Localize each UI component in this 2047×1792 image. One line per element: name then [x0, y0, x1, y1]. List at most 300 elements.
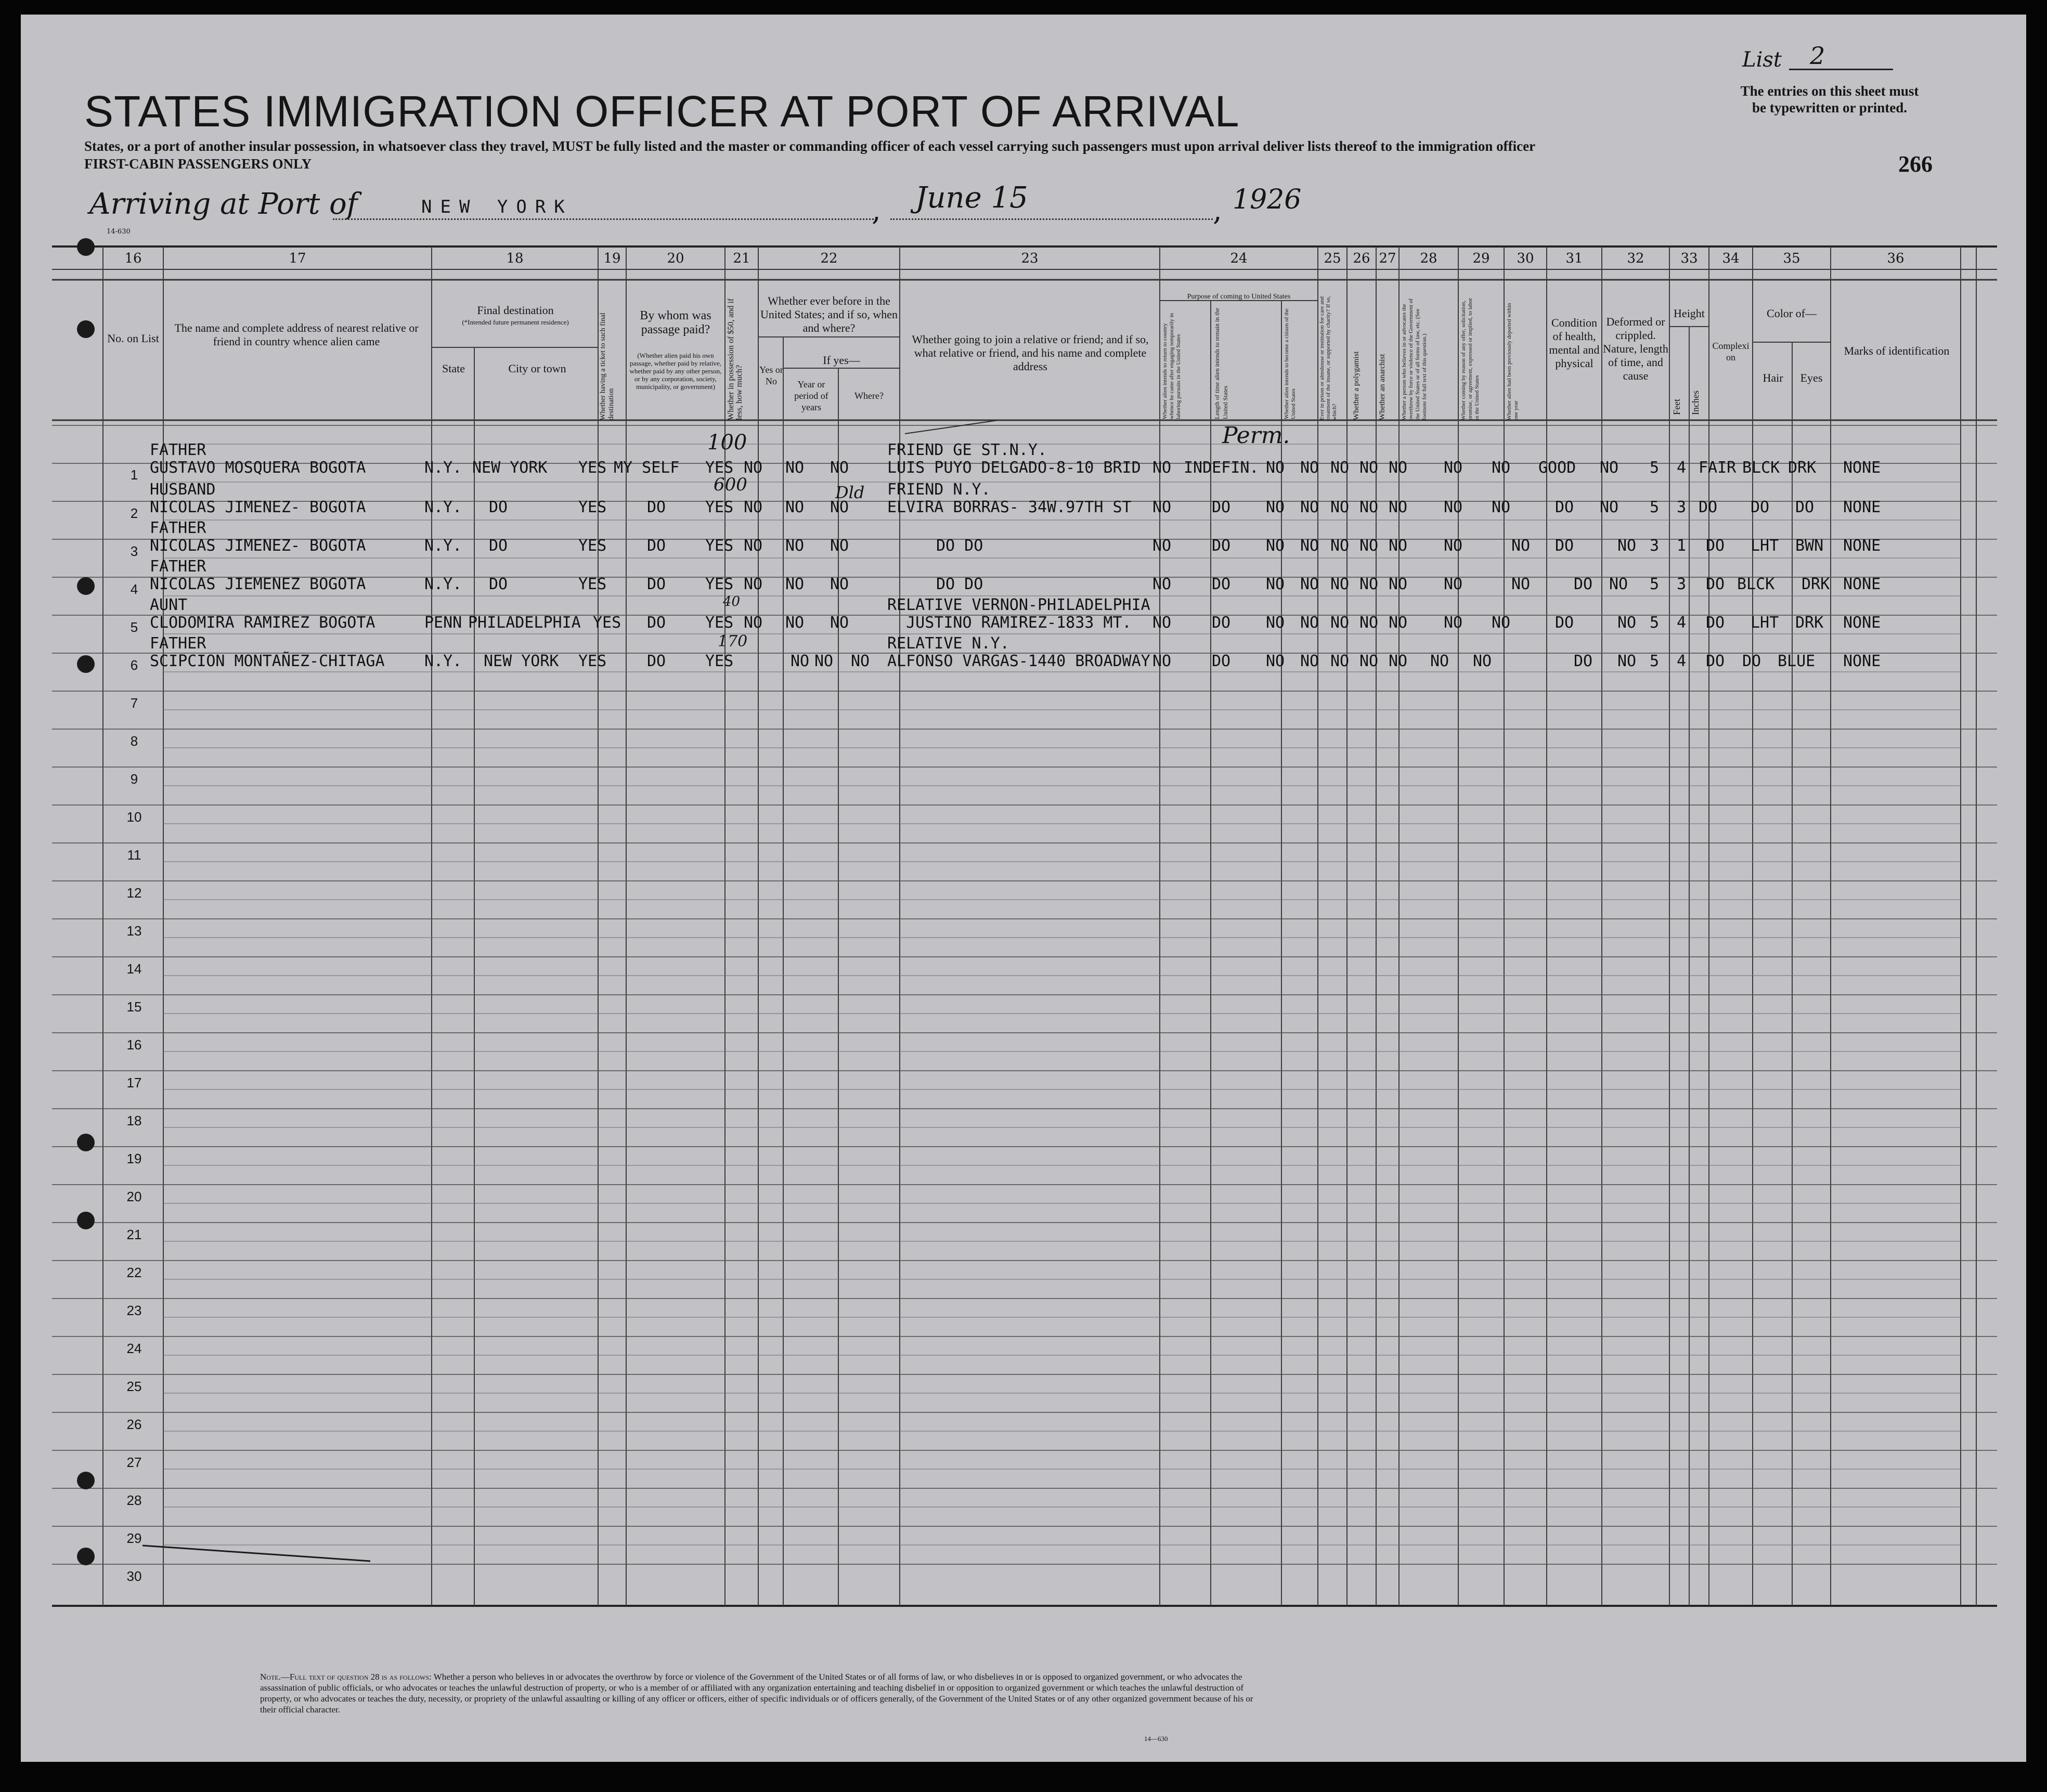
row-6-ever-before: NO	[791, 652, 810, 670]
row-3-deported: NO	[1511, 537, 1531, 555]
binder-hole	[77, 1212, 95, 1229]
row-3-marks: NONE	[1843, 537, 1881, 555]
row-5-labor-offer: NO	[1444, 614, 1463, 632]
row-4-eyes: DRK	[1802, 575, 1830, 593]
row-1-polygamist: NO	[1330, 459, 1350, 477]
hdr-where: Where?	[854, 391, 884, 401]
row-4-where: NO	[830, 575, 849, 593]
hdr-intends-return: Whether alien intends to return to country whence he came after engaging temporarily in laboring pursuits in the United States	[1162, 313, 1182, 419]
row-number: 11	[127, 847, 141, 863]
row-4-intends-return: NO	[1152, 575, 1172, 593]
row-6-where: NO	[851, 652, 870, 670]
footnote	[260, 1671, 1253, 1715]
row-2-join-line-2: ELVIRA BORRAS- 34W.97TH ST	[887, 498, 1132, 516]
row-1-relationship: FATHER	[150, 441, 206, 459]
row-6-anarchist: NO	[1359, 652, 1379, 670]
hdr-deformed: Deformed or crippled. Nature, length of time, and cause	[1603, 315, 1668, 382]
row-6-polygamist: NO	[1330, 652, 1350, 670]
row-5-length-stay: DO	[1212, 614, 1231, 632]
row-6-money: YES	[705, 652, 734, 670]
row-6-health: DO	[1574, 652, 1593, 670]
row-number: 15	[126, 999, 142, 1015]
colnum-24: 24	[1230, 251, 1248, 266]
row-3-relationship: FATHER	[150, 519, 206, 537]
row-6-eyes: BLUE	[1778, 652, 1816, 670]
row-number: 8	[130, 733, 138, 749]
row-2-money: YES	[705, 498, 734, 516]
row-4-relationship: FATHER	[150, 557, 206, 576]
row-2-anarchist: NO	[1359, 498, 1379, 516]
row-5-polygamist: NO	[1330, 614, 1350, 632]
row-3-polygamist: NO	[1330, 537, 1350, 555]
row-5-marks: NONE	[1843, 614, 1881, 632]
row-5-deported: NO	[1492, 614, 1511, 632]
row-6-intends-return: NO	[1152, 652, 1172, 670]
row-4-years: NO	[785, 575, 805, 593]
footnote-label: Note.—Full text of question 28 is as follows:	[260, 1672, 432, 1682]
row-4-deformed: NO	[1609, 575, 1628, 593]
row-3-overthrow: NO	[1389, 537, 1408, 555]
row-4-feet: 5	[1650, 575, 1660, 593]
comma-2: ,	[1213, 193, 1222, 227]
row-1-intends-citizen: NO	[1266, 459, 1285, 477]
row-6-inches: 4	[1677, 652, 1687, 670]
row-2-intends-return: NO	[1152, 498, 1172, 516]
row-5-health: DO	[1555, 614, 1574, 632]
footnote-line-2: or who disbelieves in or is opposed to organized government, or who advocates the assassination of public officials, or who advocates or teaches the unlawful destruction of property, or who is a member	[260, 1672, 1242, 1693]
hdr-polygamist: Whether a polygamist	[1352, 351, 1361, 420]
row-number: 13	[126, 923, 142, 939]
date-line	[890, 218, 1213, 220]
row-2-relationship: HUSBAND	[150, 481, 216, 499]
binder-hole	[77, 1548, 95, 1565]
comma-1: ,	[872, 193, 881, 227]
row-4-join-line-2: DO DO	[936, 575, 983, 593]
row-number: 18	[126, 1113, 142, 1128]
row-5-ticket: YES	[593, 614, 621, 632]
ruled-grid	[21, 15, 2026, 1762]
colnum-31: 31	[1565, 251, 1583, 266]
row-6-deported: NO	[1473, 652, 1492, 670]
row-number: 4	[130, 581, 138, 597]
row-6-ticket: YES	[578, 652, 607, 670]
row-6-marks: NONE	[1843, 652, 1881, 670]
row-number: 6	[130, 657, 138, 673]
row-3-length-stay: DO	[1212, 537, 1231, 555]
binder-hole	[77, 577, 95, 595]
colnum-34: 34	[1722, 251, 1740, 266]
row-6-deformed: NO	[1617, 652, 1637, 670]
row-number: 21	[126, 1227, 142, 1242]
row-1-length-stay: INDEFIN.	[1184, 459, 1259, 477]
row-3-intends-return: NO	[1152, 537, 1172, 555]
colnum-20: 20	[667, 251, 684, 266]
hdr-marks: Marks of identification	[1844, 344, 1950, 357]
sheet-number: 266	[1898, 151, 1933, 177]
row-5-inches: 4	[1677, 614, 1687, 632]
row-5-paid-by: DO	[647, 614, 666, 632]
colnum-29: 29	[1472, 251, 1490, 266]
row-3-where: NO	[830, 537, 849, 555]
row-5-prison: NO	[1300, 614, 1319, 632]
row-4-ever-before: NO	[744, 575, 763, 593]
row-3-intends-citizen: NO	[1266, 537, 1285, 555]
row-5-money: YES	[705, 614, 734, 632]
hdr-eyes: Eyes	[1800, 371, 1823, 384]
row-2-ever-before: NO	[744, 498, 763, 516]
row-1-health: GOOD	[1538, 459, 1576, 477]
year-value: 1926	[1233, 184, 1302, 215]
row-number: 7	[130, 695, 138, 711]
row-6-relative-name: SCIPCION MONTAÑEZ-CHITAGA	[150, 652, 385, 670]
hdr-feet: Feet	[1672, 399, 1682, 415]
row-number: 19	[126, 1151, 142, 1166]
row-1-feet: 5	[1650, 459, 1660, 477]
row-2-labor-offer: NO	[1444, 498, 1463, 516]
form-number-top: 14-630	[107, 228, 131, 236]
hdr-deported: Whether alien had been previously deported within one year	[1506, 303, 1519, 420]
row-2-marks: NONE	[1843, 498, 1881, 516]
hdr-years: Year or period of years	[794, 379, 828, 412]
handwritten-amount-5: 40	[723, 594, 741, 609]
row-number: 1	[130, 467, 138, 483]
row-3-state: N.Y.	[424, 537, 462, 555]
row-2-where: NO	[830, 498, 849, 516]
row-6-labor-offer: NO	[1430, 652, 1449, 670]
row-2-deformed: NO	[1600, 498, 1619, 516]
row-6-years: NO	[814, 652, 834, 670]
row-3-health: DO	[1555, 537, 1574, 555]
hdr-height: Height	[1674, 307, 1705, 320]
row-6-intends-citizen: NO	[1266, 652, 1285, 670]
row-4-city: DO	[489, 575, 508, 593]
hdr-yes-no: Yes or No	[759, 365, 783, 386]
row-4-length-stay: DO	[1212, 575, 1231, 593]
row-1-inches: 4	[1677, 459, 1687, 477]
row-4-overthrow: NO	[1389, 575, 1408, 593]
row-3-labor-offer: NO	[1444, 537, 1463, 555]
row-6-state: N.Y.	[424, 652, 462, 670]
row-1-ticket: YES	[578, 459, 607, 477]
hdr-state: State	[442, 362, 465, 375]
hdr-no-on-list: No. on List	[107, 332, 159, 345]
row-1-money: YES	[705, 459, 734, 477]
row-3-city: DO	[489, 537, 508, 555]
row-4-health: DO	[1574, 575, 1593, 593]
colnum-35: 35	[1783, 251, 1800, 266]
row-4-marks: NONE	[1843, 575, 1881, 593]
page-title: STATES IMMIGRATION OFFICER AT PORT OF ARRIVAL	[84, 87, 1240, 136]
row-number: 14	[126, 961, 142, 977]
binder-hole	[77, 1134, 95, 1151]
handwritten-amount-1: 100	[707, 431, 747, 455]
row-2-intends-citizen: NO	[1266, 498, 1285, 516]
row-1-complexion: FAIR	[1699, 459, 1737, 477]
row-2-feet: 5	[1650, 498, 1660, 516]
row-number: 9	[130, 771, 138, 787]
row-2-inches: 3	[1677, 498, 1687, 516]
row-4-hair: BLCK	[1737, 575, 1775, 593]
row-5-anarchist: NO	[1359, 614, 1379, 632]
hdr-ever-before: Whether ever before in the United States; and if so, when and where?	[760, 294, 898, 334]
row-number: 10	[126, 809, 142, 825]
row-5-hair: LHT	[1751, 614, 1779, 632]
row-number: 22	[126, 1265, 142, 1280]
handwritten-amount-6: 170	[718, 632, 748, 651]
row-6-complexion: DO	[1706, 652, 1725, 670]
handwritten-perm-note: Perm.	[1222, 422, 1290, 449]
cancel-stroke	[142, 1546, 370, 1561]
row-5-relative-name: CLODOMIRA RAMIREZ BOGOTA	[150, 614, 375, 632]
entries-note-1: The entries on this sheet must	[1740, 83, 1919, 99]
hdr-color-of: Color of—	[1767, 307, 1817, 320]
row-1-years: NO	[785, 459, 805, 477]
hdr-ticket: Whether having a ticket to such final destination	[599, 313, 615, 420]
footnote-line-4: the duty, necessity, or propriety of the unlawful assaulting or killing of any officer or officers, either of specific individuals or of officers generally, of the Government of the United States or of any	[395, 1694, 1090, 1704]
row-number: 25	[126, 1379, 142, 1394]
hdr-prison: Ever in prison or almshouse or institution for care and treatment of the insane, or supported by charity? If so, which?	[1319, 296, 1338, 420]
hdr-complexion: Complexion	[1712, 341, 1750, 362]
instruction-line: States, or a port of another insular possession, in whatsoever class they travel, MUST be fully listed and the master or commanding officer of each vessel carrying such passengers must upon arrival deliver lists thereof to the immigration officer	[84, 138, 1536, 154]
row-3-money: YES	[705, 537, 734, 555]
row-1-join-line-1: FRIEND GE ST.N.Y.	[887, 441, 1047, 459]
row-5-state: PENN	[424, 614, 462, 632]
row-5-ever-before: NO	[744, 614, 763, 632]
footnote-line-3: of or affiliated with any organization entertaining and teaching disbelief in or opposition to organized government or which teaches the unlawful destruction of property, or who advocates or teaches	[260, 1683, 1244, 1704]
row-6-join-line-2: ALFONSO VARGAS-1440 BROADWAY	[887, 652, 1150, 670]
handwritten-amount-2: 600	[714, 474, 747, 495]
row-4-prison: NO	[1300, 575, 1319, 593]
row-number: 23	[126, 1303, 142, 1318]
row-1-deformed: NO	[1600, 459, 1619, 477]
pencil-tick	[905, 420, 999, 434]
row-1-marks: NONE	[1843, 459, 1881, 477]
hdr-final-destination-sub: (*Intended future permanent residence)	[462, 318, 569, 326]
list-number: 2	[1810, 42, 1825, 70]
row-3-relative-name: NICOLAS JIMENEZ- BOGOTA	[150, 537, 366, 555]
colnum-16: 16	[124, 251, 142, 266]
row-2-join-line-1: FRIEND N.Y.	[887, 481, 991, 499]
row-3-eyes: BWN	[1795, 537, 1824, 555]
row-number: 3	[130, 543, 138, 559]
row-1-overthrow: NO	[1389, 459, 1408, 477]
footnote-line-1: Whether a person who believes in or advocates the overthrow by force or violence of the Government of the United States or of all forms of law,	[433, 1672, 945, 1682]
row-5-join-line-1: RELATIVE VERNON-PHILADELPHIA	[887, 596, 1150, 614]
row-4-ticket: YES	[578, 575, 607, 593]
colnum-22: 22	[820, 251, 838, 266]
colnum-30: 30	[1517, 251, 1534, 266]
row-5-deformed: NO	[1617, 614, 1637, 632]
row-2-city: DO	[489, 498, 508, 516]
row-2-complexion: DO	[1699, 498, 1718, 516]
row-2-state: N.Y.	[424, 498, 462, 516]
row-1-deported: NO	[1492, 459, 1511, 477]
row-3-paid-by: DO	[647, 537, 666, 555]
hdr-labor-offer: Whether coming by reason of any offer, solicitation, promise, or agreement, expressed or implied, to labor in the United States	[1460, 297, 1480, 420]
row-4-inches: 3	[1677, 575, 1687, 593]
hdr-passage-paid-sub: (Whether alien paid his own passage, whether paid by relative, whether paid by any other person, or by any corporation, society, municipality, or government)	[629, 352, 722, 391]
hdr-join-relative: Whether going to join a relative or friend; and if so, what relative or friend, and his name and complete address	[912, 333, 1149, 373]
row-5-years: NO	[785, 614, 805, 632]
entries-note-2: be typewritten or printed.	[1752, 100, 1907, 115]
colnum-32: 32	[1627, 251, 1644, 266]
colnum-33: 33	[1680, 251, 1698, 266]
hdr-length-stay: Length of time alien intends to remain in the United States	[1213, 308, 1229, 419]
row-1-hair: BLCK	[1742, 459, 1780, 477]
colnum-18: 18	[506, 251, 524, 266]
row-number: 2	[130, 505, 138, 521]
class-line: FIRST-CABIN PASSENGERS ONLY	[84, 156, 312, 172]
row-number: 12	[126, 885, 142, 901]
row-1-state: N.Y.	[424, 459, 462, 477]
port-line	[333, 218, 874, 220]
row-2-prison: NO	[1300, 498, 1319, 516]
colnum-21: 21	[733, 251, 750, 266]
row-5-eyes: DRK	[1795, 614, 1824, 632]
row-4-paid-by: DO	[647, 575, 666, 593]
binder-hole	[77, 238, 95, 256]
row-number: 28	[126, 1492, 142, 1508]
row-5-join-line-2: JUSTINO RAMIREZ-1833 MT.	[887, 614, 1132, 632]
row-5-intends-citizen: NO	[1266, 614, 1285, 632]
row-6-prison: NO	[1300, 652, 1319, 670]
row-6-city: NEW YORK	[484, 652, 559, 670]
footnote-line-5: other organized government because of his or their official character.	[260, 1694, 1253, 1715]
row-1-paid-by: MY SELF	[614, 459, 680, 477]
row-5-intends-return: NO	[1152, 614, 1172, 632]
row-2-deported: NO	[1492, 498, 1511, 516]
hdr-health: Condition of health, mental and physical	[1549, 316, 1600, 370]
manifest-sheet	[21, 15, 2026, 1762]
row-1-labor-offer: NO	[1444, 459, 1463, 477]
row-number: 30	[126, 1568, 142, 1584]
colnum-28: 28	[1420, 251, 1437, 266]
row-1-ever-before: NO	[744, 459, 763, 477]
colnum-26: 26	[1353, 251, 1370, 266]
row-5-where: NO	[830, 614, 849, 632]
row-number: 20	[126, 1189, 142, 1204]
row-1-intends-return: NO	[1152, 459, 1172, 477]
binder-hole	[77, 320, 95, 338]
row-number: 26	[126, 1417, 142, 1432]
hdr-anarchist: Whether an anarchist	[1378, 354, 1387, 420]
row-6-length-stay: DO	[1212, 652, 1231, 670]
row-5-relationship: AUNT	[150, 596, 188, 614]
row-3-ever-before: NO	[744, 537, 763, 555]
hdr-final-destination: Final destination	[477, 304, 554, 317]
row-4-state: N.Y.	[424, 575, 462, 593]
colnum-25: 25	[1324, 251, 1341, 266]
row-1-where: NO	[830, 459, 849, 477]
footnote-form-number: 14—630	[1144, 1735, 1168, 1743]
arriving-label: Arriving at Port of	[89, 187, 358, 221]
row-6-join-line-1: RELATIVE N.Y.	[887, 634, 1009, 653]
row-3-feet: 3	[1650, 537, 1660, 555]
row-2-relative-name: NICOLAS JIMENEZ- BOGOTA	[150, 498, 366, 516]
row-number: 27	[126, 1455, 142, 1470]
row-6-overthrow: NO	[1389, 652, 1408, 670]
row-6-hair: DO	[1742, 652, 1761, 670]
row-3-complexion: DO	[1706, 537, 1725, 555]
row-number: 17	[126, 1075, 142, 1090]
hdr-passage-paid: By whom was passage paid?	[640, 309, 711, 336]
row-number: 16	[126, 1037, 142, 1053]
row-2-ticket: YES	[578, 498, 607, 516]
row-3-join-line-2: DO DO	[936, 537, 983, 555]
hdr-intends-citizen: Whether alien intends to become a citizen of the United States	[1284, 308, 1297, 419]
binder-hole	[77, 655, 95, 673]
row-4-anarchist: NO	[1359, 575, 1379, 593]
row-2-years: NO	[785, 498, 805, 516]
row-1-anarchist: NO	[1359, 459, 1379, 477]
colnum-17: 17	[289, 251, 306, 266]
row-6-paid-by: DO	[647, 652, 666, 670]
row-number: 5	[130, 619, 138, 635]
hdr-nearest-relative: The name and complete address of nearest relative or friend in country whence alien came	[174, 321, 419, 348]
row-4-intends-citizen: NO	[1266, 575, 1285, 593]
row-6-feet: 5	[1650, 652, 1660, 670]
hdr-fifty-dollars: Whether in possession of $50, and if less, how much?	[727, 298, 744, 420]
list-label: List	[1742, 48, 1782, 72]
hdr-city: City or town	[508, 362, 566, 375]
hdr-if-yes: If yes—	[823, 354, 860, 367]
row-5-feet: 5	[1650, 614, 1660, 632]
row-2-health: DO	[1555, 498, 1574, 516]
row-2-length-stay: DO	[1212, 498, 1231, 516]
date-value: June 15	[915, 181, 1028, 215]
row-2-eyes: DO	[1795, 498, 1815, 516]
row-4-relative-name: NICOLAS JIEMENEZ BOGOTA	[150, 575, 366, 593]
row-3-hair: LHT	[1751, 537, 1779, 555]
row-4-polygamist: NO	[1330, 575, 1350, 593]
binder-hole	[77, 1472, 95, 1489]
row-3-prison: NO	[1300, 537, 1319, 555]
row-3-ticket: YES	[578, 537, 607, 555]
row-1-relative-name: GUSTAVO MOSQUERA BOGOTA	[150, 459, 366, 477]
list-number-line	[1789, 69, 1893, 70]
row-3-deformed: NO	[1617, 537, 1637, 555]
row-1-prison: NO	[1300, 459, 1319, 477]
colnum-19: 19	[603, 251, 621, 266]
colnum-36: 36	[1887, 251, 1905, 266]
hdr-inches: Inches	[1690, 391, 1701, 415]
row-4-money: YES	[705, 575, 734, 593]
hdr-overthrow: Whether a person who believes in or advocates the overthrow by force or violence of the Government of the United States or of all forms of law, etc. (See footnote for full text of this question.)	[1401, 298, 1428, 420]
row-1-eyes: DRK	[1788, 459, 1817, 477]
row-number: 29	[126, 1530, 142, 1546]
row-5-city: PHILADELPHIA	[468, 614, 581, 632]
colnum-23: 23	[1021, 251, 1039, 266]
row-6-relationship: FATHER	[150, 634, 206, 653]
hdr-hair: Hair	[1763, 371, 1783, 384]
row-2-overthrow: NO	[1389, 498, 1408, 516]
row-3-anarchist: NO	[1359, 537, 1379, 555]
row-5-overthrow: NO	[1389, 614, 1408, 632]
row-4-complexion: DO	[1706, 575, 1725, 593]
colnum-27: 27	[1379, 251, 1396, 266]
row-2-polygamist: NO	[1330, 498, 1350, 516]
row-1-city: NEW YORK	[472, 459, 548, 477]
port-value: NEW YORK	[421, 197, 573, 217]
row-number: 24	[126, 1341, 142, 1356]
row-4-deported: NO	[1511, 575, 1531, 593]
hdr-purpose: Purpose of coming to United States	[1187, 293, 1291, 301]
row-2-hair: DO	[1751, 498, 1770, 516]
row-4-labor-offer: NO	[1444, 575, 1463, 593]
row-3-inches: 1	[1677, 537, 1687, 555]
row-3-years: NO	[785, 537, 805, 555]
row-2-paid-by: DO	[647, 498, 666, 516]
